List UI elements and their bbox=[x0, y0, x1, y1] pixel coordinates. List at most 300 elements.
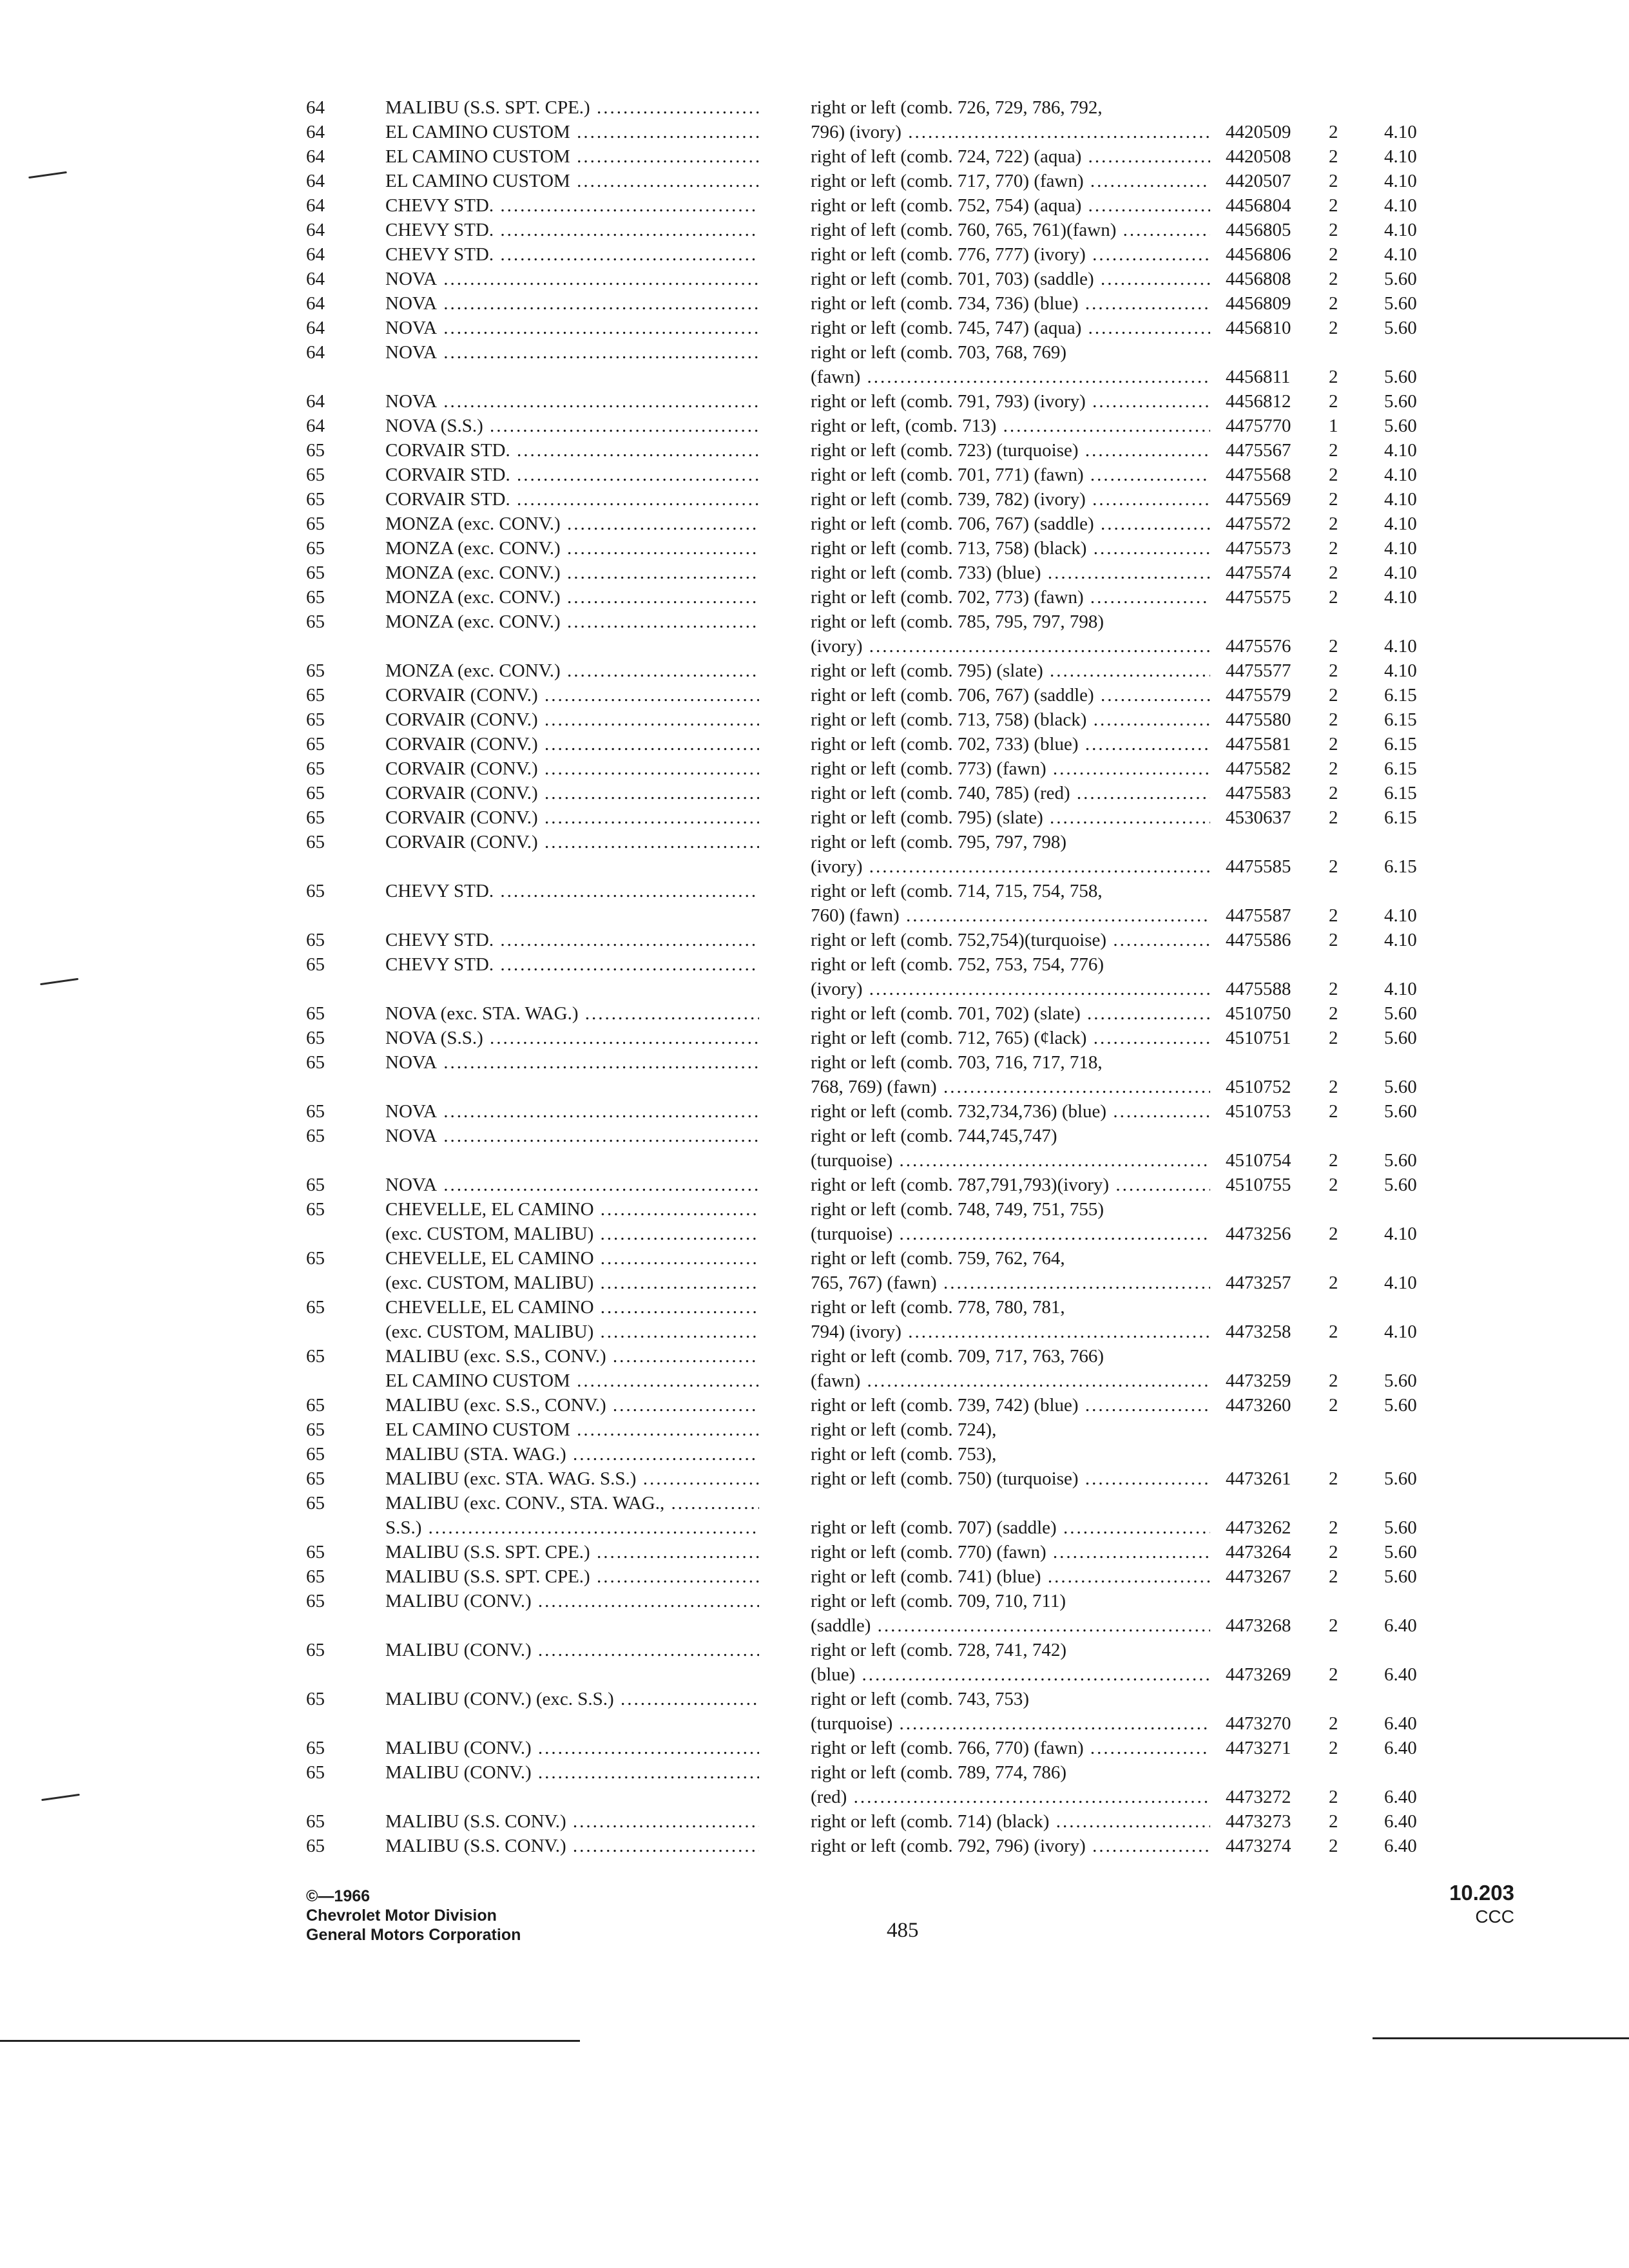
table-row bbox=[0, 120, 1629, 144]
year-cell: 65 bbox=[306, 611, 325, 632]
price-cell: 4.10 bbox=[1384, 146, 1417, 167]
model-cell: CHEVY STD. ..... bbox=[385, 952, 759, 977]
price-cell: 6.15 bbox=[1384, 758, 1417, 779]
description-cell: right or left (comb. 776, 777) (ivory) ..... bbox=[811, 242, 1210, 267]
footer-copyright: ©—1966 bbox=[306, 1887, 371, 1905]
table-row bbox=[0, 928, 1629, 952]
part-number-cell: 4456812 bbox=[1226, 391, 1291, 412]
part-number-cell: 4510750 bbox=[1226, 1003, 1291, 1024]
table-row bbox=[0, 1124, 1629, 1148]
part-number-cell: 4473272 bbox=[1226, 1787, 1291, 1807]
model-cell: (exc. CUSTOM, MALIBU) ..... bbox=[385, 1271, 759, 1295]
part-number-cell: 4475587 bbox=[1226, 905, 1291, 926]
quantity-cell: 2 bbox=[1329, 514, 1338, 534]
description-cell: right or left (comb. 766, 770) (fawn) ..... bbox=[811, 1736, 1210, 1760]
year-cell: 65 bbox=[306, 734, 325, 754]
description-cell: (red) ..... bbox=[811, 1785, 1210, 1809]
year-cell: 65 bbox=[306, 1297, 325, 1318]
quantity-cell: 2 bbox=[1329, 856, 1338, 877]
model-cell: MALIBU (S.S. SPT. CPE.) ..... bbox=[385, 95, 759, 120]
table-row bbox=[0, 1466, 1629, 1491]
year-cell: 65 bbox=[306, 1444, 325, 1465]
part-number-cell: 4456810 bbox=[1226, 318, 1291, 338]
quantity-cell: 2 bbox=[1329, 1811, 1338, 1832]
part-number-cell: 4473257 bbox=[1226, 1273, 1291, 1293]
quantity-cell: 2 bbox=[1329, 1468, 1338, 1489]
year-cell: 65 bbox=[306, 807, 325, 828]
table-row bbox=[0, 1760, 1629, 1785]
table-row bbox=[0, 291, 1629, 316]
description-cell: right or left (comb. 702, 773) (fawn) ..... bbox=[811, 585, 1210, 610]
description-cell: (turquoise) ..... bbox=[811, 1711, 1210, 1736]
table-row bbox=[0, 1540, 1629, 1564]
table-row bbox=[0, 1001, 1629, 1026]
year-cell: 64 bbox=[306, 146, 325, 167]
price-cell: 4.10 bbox=[1384, 244, 1417, 265]
price-cell: 6.40 bbox=[1384, 1615, 1417, 1636]
year-cell: 65 bbox=[306, 1101, 325, 1122]
quantity-cell: 2 bbox=[1329, 930, 1338, 950]
table-row bbox=[0, 1418, 1629, 1442]
description-cell: right or left (comb. 792, 796) (ivory) ..... bbox=[811, 1834, 1210, 1858]
table-row bbox=[0, 144, 1629, 169]
table-row bbox=[0, 340, 1629, 365]
price-cell: 4.10 bbox=[1384, 220, 1417, 240]
quantity-cell: 2 bbox=[1329, 1003, 1338, 1024]
quantity-cell: 2 bbox=[1329, 709, 1338, 730]
price-cell: 5.60 bbox=[1384, 269, 1417, 289]
footer-section bbox=[1411, 1880, 1514, 1928]
year-cell: 65 bbox=[306, 1542, 325, 1562]
model-cell: CORVAIR (CONV.) ..... bbox=[385, 756, 759, 781]
quantity-cell: 2 bbox=[1329, 171, 1338, 191]
description-cell: (blue) ..... bbox=[811, 1662, 1210, 1687]
part-number-cell: 4475588 bbox=[1226, 979, 1291, 999]
table-row bbox=[0, 756, 1629, 781]
table-row bbox=[0, 1515, 1629, 1540]
price-cell: 5.60 bbox=[1384, 1175, 1417, 1195]
model-cell: MONZA (exc. CONV.) ..... bbox=[385, 561, 759, 585]
part-number-cell: 4475574 bbox=[1226, 562, 1291, 583]
table-row bbox=[0, 1050, 1629, 1075]
description-cell: right or left (comb. 753), bbox=[811, 1444, 997, 1465]
quantity-cell: 2 bbox=[1329, 807, 1338, 828]
model-cell: CHEVY STD. ..... bbox=[385, 242, 759, 267]
description-cell: right or left (comb. 724), bbox=[811, 1419, 997, 1440]
part-number-cell: 4510755 bbox=[1226, 1175, 1291, 1195]
model-cell: MALIBU (S.S. CONV.) ..... bbox=[385, 1834, 759, 1858]
part-number-cell: 4475569 bbox=[1226, 489, 1291, 510]
price-cell: 4.10 bbox=[1384, 122, 1417, 142]
table-row bbox=[0, 781, 1629, 805]
quantity-cell: 2 bbox=[1329, 1101, 1338, 1122]
description-cell: right or left (comb. 714) (black) ..... bbox=[811, 1809, 1210, 1834]
price-cell: 4.10 bbox=[1384, 1273, 1417, 1293]
part-number-cell: 4475568 bbox=[1226, 465, 1291, 485]
part-number-cell: 4475567 bbox=[1226, 440, 1291, 461]
description-cell: right or left (comb. 773) (fawn) ..... bbox=[811, 756, 1210, 781]
table-row bbox=[0, 1638, 1629, 1662]
part-number-cell: 4473271 bbox=[1226, 1738, 1291, 1758]
part-number-cell: 4475583 bbox=[1226, 783, 1291, 803]
table-row bbox=[0, 610, 1629, 634]
part-number-cell: 4475770 bbox=[1226, 416, 1291, 436]
quantity-cell: 2 bbox=[1329, 1664, 1338, 1685]
table-row bbox=[0, 1834, 1629, 1858]
table-row bbox=[0, 1295, 1629, 1320]
model-cell: EL CAMINO CUSTOM ..... bbox=[385, 169, 759, 193]
year-cell: 64 bbox=[306, 122, 325, 142]
description-cell: right or left (comb. 795) (slate) ..... bbox=[811, 805, 1210, 830]
model-cell: MONZA (exc. CONV.) ..... bbox=[385, 536, 759, 561]
description-cell: (ivory) ..... bbox=[811, 634, 1210, 658]
table-row bbox=[0, 585, 1629, 610]
table-row bbox=[0, 1173, 1629, 1197]
part-number-cell: 4473262 bbox=[1226, 1517, 1291, 1538]
description-cell: right or left (comb. 744,745,747) bbox=[811, 1126, 1057, 1146]
part-number-cell: 4473273 bbox=[1226, 1811, 1291, 1832]
part-number-cell: 4475579 bbox=[1226, 685, 1291, 706]
description-cell: right or left (comb. 732,734,736) (blue) ..... bbox=[811, 1099, 1210, 1124]
model-cell: MALIBU (CONV.) ..... bbox=[385, 1589, 759, 1613]
description-cell: right or left (comb. 703, 768, 769) bbox=[811, 342, 1067, 363]
description-cell: (ivory) ..... bbox=[811, 977, 1210, 1001]
year-cell: 64 bbox=[306, 269, 325, 289]
table-row bbox=[0, 193, 1629, 218]
year-cell: 65 bbox=[306, 1591, 325, 1611]
price-cell: 4.10 bbox=[1384, 195, 1417, 216]
price-cell: 5.60 bbox=[1384, 1517, 1417, 1538]
table-row bbox=[0, 732, 1629, 756]
quantity-cell: 2 bbox=[1329, 122, 1338, 142]
table-row bbox=[0, 1491, 1629, 1515]
year-cell: 65 bbox=[306, 562, 325, 583]
price-cell: 4.10 bbox=[1384, 562, 1417, 583]
quantity-cell: 2 bbox=[1329, 1224, 1338, 1244]
model-cell: EL CAMINO CUSTOM ..... bbox=[385, 1369, 759, 1393]
part-number-cell: 4473267 bbox=[1226, 1566, 1291, 1587]
part-number-cell: 4456811 bbox=[1226, 367, 1291, 387]
year-cell: 65 bbox=[306, 660, 325, 681]
year-cell: 65 bbox=[306, 1640, 325, 1660]
part-number-cell: 4473264 bbox=[1226, 1542, 1291, 1562]
quantity-cell: 2 bbox=[1329, 293, 1338, 314]
model-cell: MALIBU (S.S. SPT. CPE.) ..... bbox=[385, 1564, 759, 1589]
part-number-cell: 4473274 bbox=[1226, 1836, 1291, 1856]
price-cell: 5.60 bbox=[1384, 1077, 1417, 1097]
description-cell: right or left (comb. 791, 793) (ivory) ..... bbox=[811, 389, 1210, 414]
price-cell: 4.10 bbox=[1384, 636, 1417, 657]
model-cell: MALIBU (exc. S.S., CONV.) ..... bbox=[385, 1344, 759, 1369]
table-row bbox=[0, 1099, 1629, 1124]
model-cell: EL CAMINO CUSTOM ..... bbox=[385, 120, 759, 144]
price-cell: 5.60 bbox=[1384, 416, 1417, 436]
quantity-cell: 2 bbox=[1329, 979, 1338, 999]
year-cell: 64 bbox=[306, 171, 325, 191]
table-row bbox=[0, 1246, 1629, 1271]
table-row bbox=[0, 512, 1629, 536]
year-cell: 64 bbox=[306, 220, 325, 240]
quantity-cell: 2 bbox=[1329, 1566, 1338, 1587]
table-row bbox=[0, 634, 1629, 658]
year-cell: 65 bbox=[306, 1028, 325, 1048]
quantity-cell: 2 bbox=[1329, 391, 1338, 412]
table-row bbox=[0, 561, 1629, 585]
model-cell: EL CAMINO CUSTOM ..... bbox=[385, 1418, 759, 1442]
table-row bbox=[0, 879, 1629, 903]
year-cell: 65 bbox=[306, 1199, 325, 1220]
model-cell: CORVAIR STD. ..... bbox=[385, 487, 759, 512]
price-cell: 4.10 bbox=[1384, 905, 1417, 926]
price-cell: 5.60 bbox=[1384, 1003, 1417, 1024]
year-cell: 65 bbox=[306, 514, 325, 534]
model-cell: EL CAMINO CUSTOM ..... bbox=[385, 144, 759, 169]
description-cell: (saddle) ..... bbox=[811, 1613, 1210, 1638]
part-number-cell: 4475573 bbox=[1226, 538, 1291, 559]
year-cell: 65 bbox=[306, 1689, 325, 1709]
year-cell: 65 bbox=[306, 954, 325, 975]
part-number-cell: 4473260 bbox=[1226, 1395, 1291, 1416]
quantity-cell: 2 bbox=[1329, 220, 1338, 240]
model-cell: NOVA (S.S.) ..... bbox=[385, 414, 759, 438]
model-cell: NOVA ..... bbox=[385, 316, 759, 340]
description-cell: right or left (comb. 740, 785) (red) ..... bbox=[811, 781, 1210, 805]
model-cell: CORVAIR (CONV.) ..... bbox=[385, 707, 759, 732]
price-cell: 5.60 bbox=[1384, 1370, 1417, 1391]
quantity-cell: 2 bbox=[1329, 269, 1338, 289]
table-row bbox=[0, 487, 1629, 512]
price-cell: 4.10 bbox=[1384, 930, 1417, 950]
year-cell: 65 bbox=[306, 538, 325, 559]
part-number-cell: 4475572 bbox=[1226, 514, 1291, 534]
model-cell: CHEVELLE, EL CAMINO ..... bbox=[385, 1246, 759, 1271]
price-cell: 5.60 bbox=[1384, 1542, 1417, 1562]
model-cell: CHEVY STD. ..... bbox=[385, 928, 759, 952]
table-row bbox=[0, 1148, 1629, 1173]
quantity-cell: 2 bbox=[1329, 905, 1338, 926]
model-cell: MALIBU (CONV.) ..... bbox=[385, 1760, 759, 1785]
year-cell: 64 bbox=[306, 244, 325, 265]
price-cell: 6.15 bbox=[1384, 807, 1417, 828]
quantity-cell: 2 bbox=[1329, 440, 1338, 461]
model-cell: (exc. CUSTOM, MALIBU) ..... bbox=[385, 1222, 759, 1246]
model-cell: NOVA ..... bbox=[385, 1124, 759, 1148]
quantity-cell: 2 bbox=[1329, 538, 1338, 559]
table-row bbox=[0, 1026, 1629, 1050]
part-number-cell: 4473259 bbox=[1226, 1370, 1291, 1391]
part-number-cell: 4473261 bbox=[1226, 1468, 1291, 1489]
quantity-cell: 2 bbox=[1329, 1713, 1338, 1734]
price-cell: 5.60 bbox=[1384, 1468, 1417, 1489]
model-cell: MONZA (exc. CONV.) ..... bbox=[385, 512, 759, 536]
quantity-cell: 2 bbox=[1329, 489, 1338, 510]
price-cell: 4.10 bbox=[1384, 1321, 1417, 1342]
description-cell: right or left (comb. 752,754)(turquoise) ..... bbox=[811, 928, 1210, 952]
part-number-cell: 4473256 bbox=[1226, 1224, 1291, 1244]
description-cell: right or left (comb. 701, 703) (saddle) ..... bbox=[811, 267, 1210, 291]
description-cell: 794) (ivory) ..... bbox=[811, 1320, 1210, 1344]
model-cell: CHEVY STD. ..... bbox=[385, 193, 759, 218]
description-cell: right or left (comb. 739, 742) (blue) ..... bbox=[811, 1393, 1210, 1418]
description-cell: (turquoise) ..... bbox=[811, 1222, 1210, 1246]
price-cell: 5.60 bbox=[1384, 318, 1417, 338]
model-cell: CHEVELLE, EL CAMINO ..... bbox=[385, 1295, 759, 1320]
description-cell: right or left (comb. 733) (blue) ..... bbox=[811, 561, 1210, 585]
description-cell: right or left (comb. 778, 780, 781, bbox=[811, 1297, 1065, 1318]
table-row bbox=[0, 952, 1629, 977]
quantity-cell: 2 bbox=[1329, 146, 1338, 167]
year-cell: 65 bbox=[306, 685, 325, 706]
quantity-cell: 2 bbox=[1329, 244, 1338, 265]
year-cell: 65 bbox=[306, 1395, 325, 1416]
table-row bbox=[0, 1564, 1629, 1589]
description-cell: right or left (comb. 750) (turquoise) ..... bbox=[811, 1466, 1210, 1491]
description-cell: right or left (comb. 795) (slate) ..... bbox=[811, 658, 1210, 683]
description-cell: right or left (comb. 726, 729, 786, 792, bbox=[811, 97, 1103, 118]
description-cell: 765, 767) (fawn) ..... bbox=[811, 1271, 1210, 1295]
bottom-rule-left bbox=[0, 2040, 580, 2042]
part-number-cell: 4420508 bbox=[1226, 146, 1291, 167]
year-cell: 65 bbox=[306, 758, 325, 779]
table-row bbox=[0, 1393, 1629, 1418]
model-cell: CORVAIR (CONV.) ..... bbox=[385, 732, 759, 756]
table-row bbox=[0, 1344, 1629, 1369]
price-cell: 6.15 bbox=[1384, 783, 1417, 803]
quantity-cell: 2 bbox=[1329, 465, 1338, 485]
model-cell: MONZA (exc. CONV.) ..... bbox=[385, 585, 759, 610]
year-cell: 64 bbox=[306, 195, 325, 216]
part-number-cell: 4475586 bbox=[1226, 930, 1291, 950]
description-cell: right or left (comb. 789, 774, 786) bbox=[811, 1762, 1067, 1783]
model-cell: MALIBU (exc. CONV., STA. WAG., ..... bbox=[385, 1491, 759, 1515]
year-cell: 65 bbox=[306, 930, 325, 950]
quantity-cell: 2 bbox=[1329, 734, 1338, 754]
part-number-cell: 4510754 bbox=[1226, 1150, 1291, 1171]
year-cell: 64 bbox=[306, 416, 325, 436]
year-cell: 65 bbox=[306, 1419, 325, 1440]
table-row bbox=[0, 1785, 1629, 1809]
quantity-cell: 1 bbox=[1329, 416, 1338, 436]
quantity-cell: 2 bbox=[1329, 1370, 1338, 1391]
model-cell: MALIBU (S.S. CONV.) ..... bbox=[385, 1809, 759, 1834]
price-cell: 4.10 bbox=[1384, 489, 1417, 510]
quantity-cell: 2 bbox=[1329, 367, 1338, 387]
table-row bbox=[0, 1075, 1629, 1099]
table-row bbox=[0, 977, 1629, 1001]
description-cell: right or left (comb. 739, 782) (ivory) ..... bbox=[811, 487, 1210, 512]
model-cell: NOVA ..... bbox=[385, 1099, 759, 1124]
part-number-cell: 4510751 bbox=[1226, 1028, 1291, 1048]
description-cell: right or left (comb. 701, 702) (slate) ..... bbox=[811, 1001, 1210, 1026]
table-row bbox=[0, 805, 1629, 830]
quantity-cell: 2 bbox=[1329, 318, 1338, 338]
table-row bbox=[0, 1320, 1629, 1344]
quantity-cell: 2 bbox=[1329, 685, 1338, 706]
model-cell: NOVA ..... bbox=[385, 291, 759, 316]
price-cell: 5.60 bbox=[1384, 1395, 1417, 1416]
footer-publisher bbox=[306, 1887, 521, 1945]
quantity-cell: 2 bbox=[1329, 660, 1338, 681]
description-cell: (fawn) ..... bbox=[811, 1369, 1210, 1393]
year-cell: 65 bbox=[306, 832, 325, 852]
quantity-cell: 2 bbox=[1329, 1150, 1338, 1171]
part-number-cell: 4420507 bbox=[1226, 171, 1291, 191]
part-number-cell: 4475575 bbox=[1226, 587, 1291, 608]
year-cell: 65 bbox=[306, 1126, 325, 1146]
year-cell: 65 bbox=[306, 881, 325, 901]
year-cell: 65 bbox=[306, 489, 325, 510]
year-cell: 64 bbox=[306, 391, 325, 412]
description-cell: right or left (comb. 752, 753, 754, 776) bbox=[811, 954, 1104, 975]
model-cell: NOVA ..... bbox=[385, 1173, 759, 1197]
description-cell: right or left (comb. 714, 715, 754, 758, bbox=[811, 881, 1103, 901]
quantity-cell: 2 bbox=[1329, 1836, 1338, 1856]
price-cell: 6.40 bbox=[1384, 1738, 1417, 1758]
table-row bbox=[0, 903, 1629, 928]
table-row bbox=[0, 536, 1629, 561]
year-cell: 65 bbox=[306, 1811, 325, 1832]
part-number-cell: 4473269 bbox=[1226, 1664, 1291, 1685]
year-cell: 65 bbox=[306, 1566, 325, 1587]
model-cell: CORVAIR (CONV.) ..... bbox=[385, 830, 759, 854]
part-number-cell: 4475582 bbox=[1226, 758, 1291, 779]
price-cell: 6.40 bbox=[1384, 1811, 1417, 1832]
model-cell: MALIBU (CONV.) (exc. S.S.) ..... bbox=[385, 1687, 759, 1711]
table-row bbox=[0, 414, 1629, 438]
part-number-cell: 4456808 bbox=[1226, 269, 1291, 289]
price-cell: 6.15 bbox=[1384, 685, 1417, 706]
year-cell: 64 bbox=[306, 293, 325, 314]
model-cell: NOVA ..... bbox=[385, 340, 759, 365]
quantity-cell: 2 bbox=[1329, 587, 1338, 608]
model-cell: CHEVY STD. ..... bbox=[385, 218, 759, 242]
year-cell: 65 bbox=[306, 1346, 325, 1367]
table-row bbox=[0, 1442, 1629, 1466]
description-cell: 796) (ivory) ..... bbox=[811, 120, 1210, 144]
model-cell: CHEVY STD. ..... bbox=[385, 879, 759, 903]
quantity-cell: 2 bbox=[1329, 1321, 1338, 1342]
model-cell: MALIBU (exc. S.S., CONV.) ..... bbox=[385, 1393, 759, 1418]
description-cell: right or left (comb. 795, 797, 798) bbox=[811, 832, 1067, 852]
quantity-cell: 2 bbox=[1329, 1077, 1338, 1097]
quantity-cell: 2 bbox=[1329, 1517, 1338, 1538]
description-cell: (ivory) ..... bbox=[811, 854, 1210, 879]
model-cell: S.S.) ..... bbox=[385, 1515, 759, 1540]
part-number-cell: 4475581 bbox=[1226, 734, 1291, 754]
quantity-cell: 2 bbox=[1329, 1175, 1338, 1195]
description-cell: right or left (comb. 787,791,793)(ivory) ..... bbox=[811, 1173, 1210, 1197]
description-cell: right of left (comb. 760, 765, 761)(fawn) ..... bbox=[811, 218, 1210, 242]
price-cell: 4.10 bbox=[1384, 440, 1417, 461]
table-row bbox=[0, 1222, 1629, 1246]
quantity-cell: 2 bbox=[1329, 1273, 1338, 1293]
year-cell: 65 bbox=[306, 587, 325, 608]
description-cell: (turquoise) ..... bbox=[811, 1148, 1210, 1173]
quantity-cell: 2 bbox=[1329, 1615, 1338, 1636]
page-number: 485 bbox=[887, 1919, 919, 1942]
price-cell: 5.60 bbox=[1384, 1101, 1417, 1122]
year-cell: 65 bbox=[306, 465, 325, 485]
description-cell: right or left (comb. 713, 758) (black) ..... bbox=[811, 536, 1210, 561]
description-cell: right or left (comb. 713, 758) (black) ..... bbox=[811, 707, 1210, 732]
description-cell: right or left (comb. 712, 765) (¢lack) ..... bbox=[811, 1026, 1210, 1050]
table-row bbox=[0, 1711, 1629, 1736]
quantity-cell: 2 bbox=[1329, 1787, 1338, 1807]
model-cell: NOVA ..... bbox=[385, 389, 759, 414]
description-cell: right or left (comb. 728, 741, 742) bbox=[811, 1640, 1067, 1660]
model-cell: MALIBU (exc. STA. WAG. S.S.) ..... bbox=[385, 1466, 759, 1491]
table-row bbox=[0, 242, 1629, 267]
